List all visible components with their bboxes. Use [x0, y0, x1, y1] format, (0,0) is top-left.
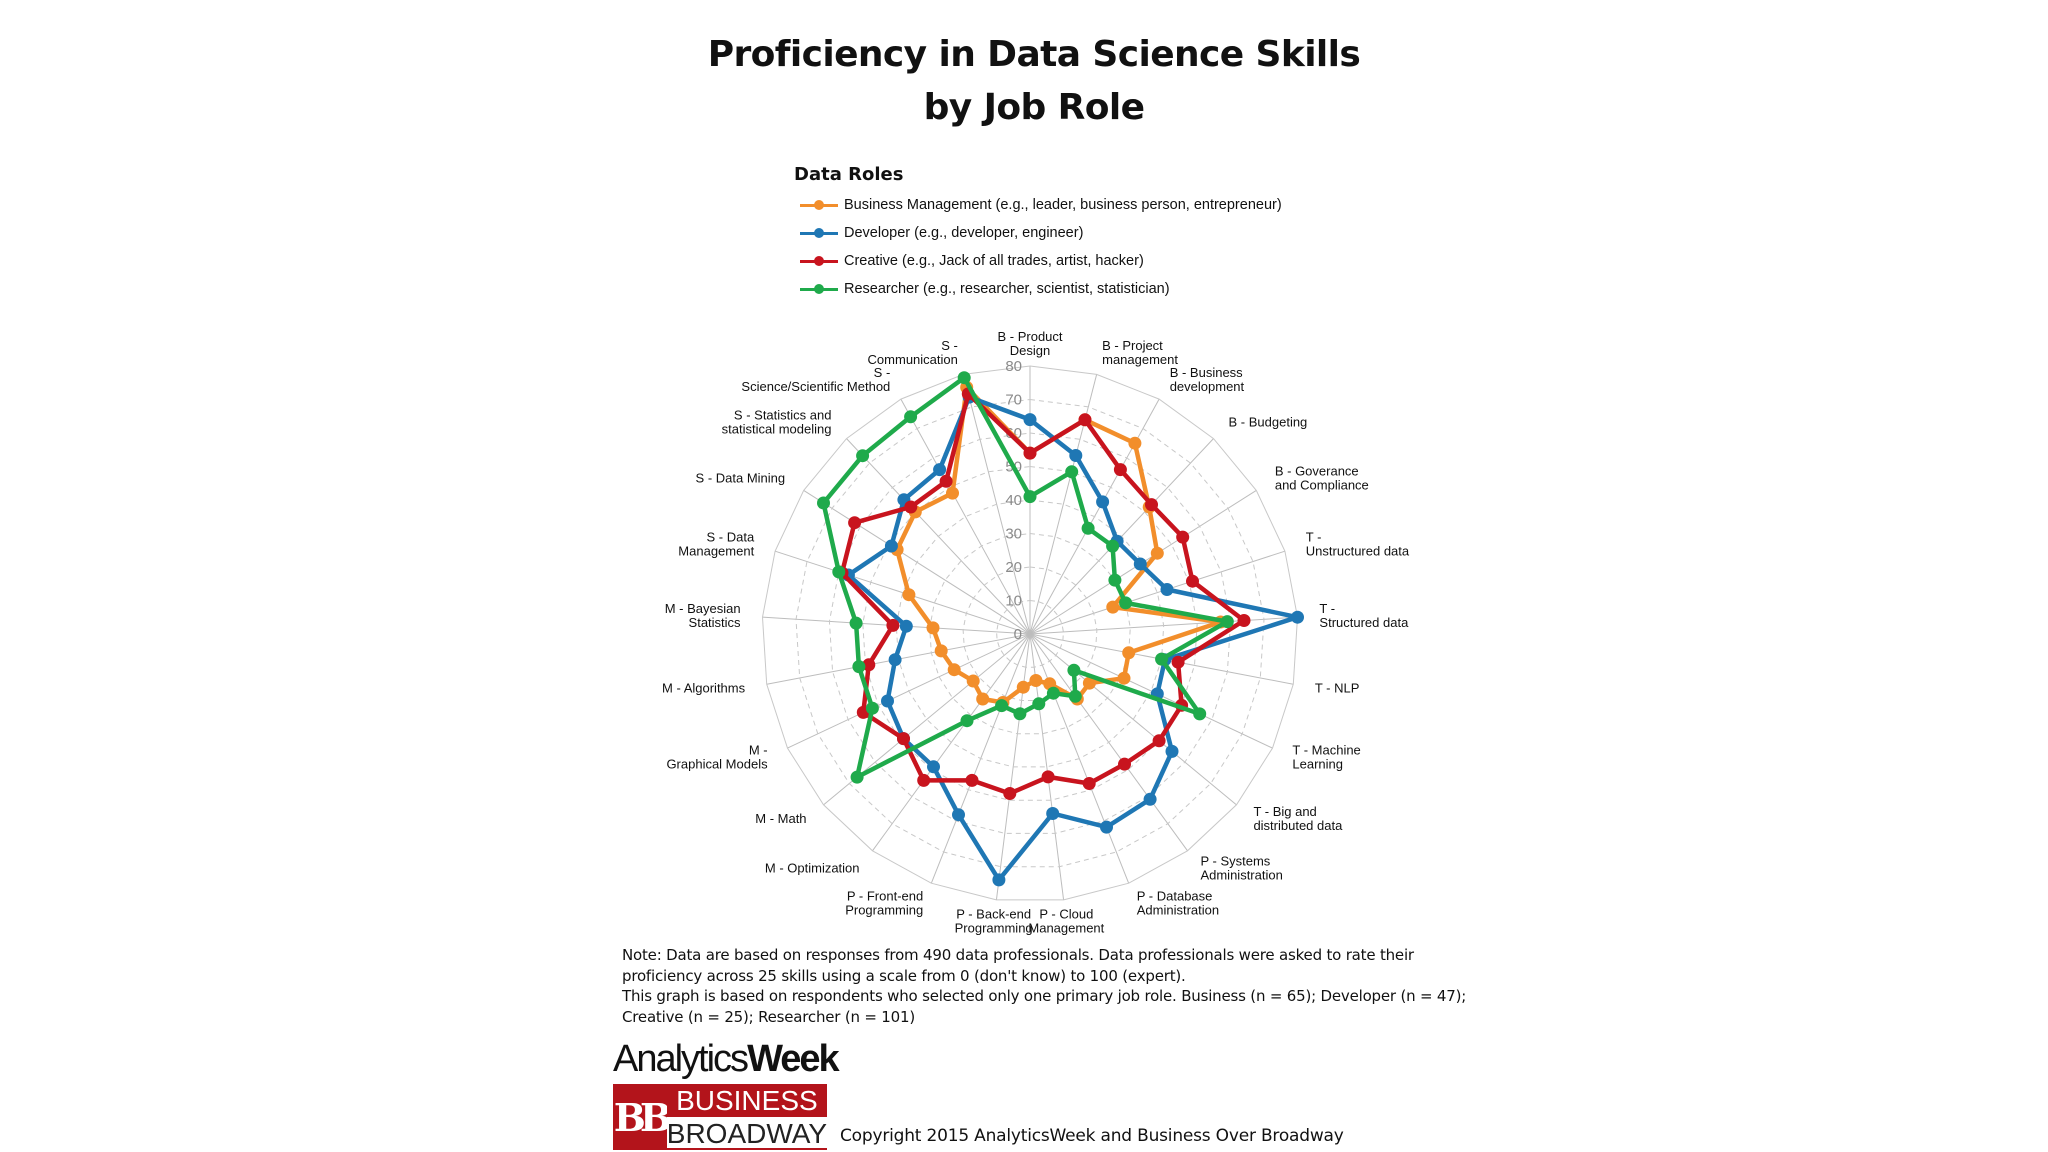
point-developer-2	[1096, 495, 1109, 508]
point-researcher-17	[866, 702, 879, 715]
tick-label-7: 70	[1005, 391, 1022, 409]
tick-label-6: 60	[1005, 425, 1022, 442]
point-business-8	[1118, 672, 1131, 685]
point-developer-6	[1291, 611, 1304, 624]
point-business-16	[967, 675, 980, 688]
point-researcher-14	[995, 699, 1008, 712]
chart-subtitle: by Job Role	[923, 87, 1145, 128]
category-label-1: B - Project management	[1102, 338, 1179, 368]
note-line-4: Creative (n = 25); Researcher (n = 101)	[622, 1007, 915, 1026]
point-creative-7	[1172, 656, 1185, 669]
point-business-7	[1122, 646, 1135, 659]
category-label-22: S - Statistics and statistical modeling	[721, 407, 832, 437]
point-developer-15	[927, 760, 940, 773]
tick-label-5: 50	[1005, 458, 1022, 476]
point-researcher-8	[1193, 707, 1206, 720]
tick-label-8: 80	[1005, 358, 1022, 375]
point-developer-11	[1100, 821, 1113, 834]
point-researcher-18	[852, 660, 865, 673]
point-researcher-23	[904, 410, 917, 423]
point-creative-1	[1079, 413, 1092, 426]
tick-label-2: 20	[1005, 559, 1022, 576]
category-label-7: T - NLP	[1314, 680, 1360, 696]
category-label-6: T -Structured data	[1319, 600, 1409, 630]
legend-label-researcher: Researcher (e.g., researcher, scientist, statistician)	[844, 281, 1170, 297]
analyticsweek-logo	[613, 1038, 838, 1081]
point-business-23	[946, 487, 959, 500]
category-label-24: S -Communication	[867, 338, 958, 368]
point-business-19	[927, 621, 940, 634]
point-creative-3	[1145, 498, 1158, 511]
category-label-18: M - Algorithms	[662, 680, 746, 696]
legend-label-business: Business Management (e.g., leader, business person, entrepreneur)	[844, 197, 1282, 213]
point-creative-14	[966, 774, 979, 787]
point-business-5	[1106, 601, 1119, 614]
point-researcher-6	[1221, 615, 1234, 628]
point-researcher-4	[1108, 574, 1121, 587]
bb-word-business: BUSINESS	[667, 1084, 827, 1117]
point-creative-4	[1176, 531, 1189, 544]
point-developer-21	[885, 540, 898, 553]
point-researcher-11	[1047, 687, 1060, 700]
point-business-2	[1128, 437, 1141, 450]
category-label-4: B - Goverance and Compliance	[1274, 463, 1369, 493]
point-developer-0	[1024, 413, 1037, 426]
point-researcher-9	[1067, 664, 1080, 677]
point-researcher-1	[1065, 465, 1078, 478]
category-label-14: P - Front-end Programming	[845, 888, 924, 918]
category-label-15: M - Optimization	[764, 860, 860, 876]
category-label-16: M - Math	[755, 810, 807, 826]
point-researcher-3	[1106, 540, 1119, 553]
point-developer-19	[900, 620, 913, 633]
point-business-15	[976, 693, 989, 706]
point-researcher-16	[851, 771, 864, 784]
business-broadway-logo	[613, 1084, 827, 1150]
note-line-3: This graph is based on respondents who selected only one primary job role. Business (n = 65); Developer (n = 47);	[622, 987, 1467, 1005]
point-researcher-12	[1032, 697, 1045, 710]
point-researcher-24	[958, 371, 971, 384]
legend-label-developer: Developer (e.g., developer, engineer)	[844, 225, 1084, 241]
point-researcher-19	[850, 617, 863, 630]
note-line-1: Note: Data are based on responses from 490 data professionals. Data professionals were asked to rate their	[622, 946, 1414, 964]
tick-label-1: 10	[1005, 592, 1022, 610]
legend-title: Data Roles	[794, 164, 904, 185]
point-creative-15	[917, 774, 930, 787]
point-business-18	[935, 644, 948, 657]
point-developer-4	[1134, 558, 1147, 571]
point-business-20	[902, 588, 915, 601]
point-creative-0	[1024, 447, 1037, 460]
point-researcher-0	[1024, 490, 1037, 503]
point-creative-22	[904, 501, 917, 514]
point-developer-17	[881, 695, 894, 708]
bb-word-broadway: BROADWAY	[666, 1118, 827, 1149]
spoke-1	[1030, 374, 1097, 634]
category-label-2: B - Business development	[1169, 364, 1245, 394]
point-developer-23	[933, 463, 946, 476]
point-developer-10	[1144, 793, 1157, 806]
point-researcher-20	[832, 565, 845, 578]
point-developer-14	[952, 808, 965, 821]
point-researcher-15	[961, 714, 974, 727]
point-business-4	[1151, 547, 1164, 560]
tick-label-3: 30	[1005, 525, 1022, 543]
note-line-2: proficiency across 25 skills using a scale from 0 (don't know) to 100 (expert).	[622, 966, 1186, 985]
category-label-0: B - Product Design	[997, 329, 1063, 358]
point-creative-19	[886, 619, 899, 632]
category-label-20: S - Data Management	[678, 529, 755, 559]
point-creative-10	[1118, 758, 1131, 771]
point-researcher-13	[1013, 707, 1026, 720]
point-creative-12	[1042, 770, 1055, 783]
point-researcher-22	[856, 449, 869, 462]
point-developer-1	[1069, 449, 1082, 462]
copyright: Copyright 2015 AnalyticsWeek and Business Over Broadway	[840, 1126, 1344, 1146]
point-creative-9	[1153, 734, 1166, 747]
point-creative-13	[1003, 787, 1016, 800]
category-label-9: T - Big and distributed data	[1253, 803, 1343, 833]
point-researcher-2	[1082, 522, 1095, 535]
point-developer-5	[1161, 583, 1174, 596]
category-label-3: B - Budgeting	[1228, 414, 1308, 430]
category-label-5: T -Unstructured data	[1305, 529, 1410, 559]
point-business-13	[1017, 681, 1030, 694]
bb-mark: BB	[613, 1084, 667, 1150]
point-creative-5	[1186, 575, 1199, 588]
point-researcher-7	[1155, 653, 1168, 666]
category-label-10: P - Systems Administration	[1200, 853, 1283, 883]
point-developer-18	[889, 653, 902, 666]
point-creative-2	[1114, 463, 1127, 476]
point-creative-21	[848, 516, 861, 529]
category-label-23: S -Science/Scientific Method	[741, 364, 891, 394]
category-label-8: T - Machine Learning	[1292, 742, 1361, 772]
point-developer-12	[1046, 807, 1059, 820]
logo-week-text: Week	[747, 1038, 838, 1080]
point-business-12	[1029, 674, 1042, 687]
category-label-12: P - Cloud Management	[1028, 906, 1105, 936]
point-researcher-5	[1119, 596, 1132, 609]
point-creative-16	[897, 732, 910, 745]
point-developer-13	[992, 873, 1005, 886]
logo-analytics-text: Analytics	[613, 1038, 748, 1080]
point-business-17	[948, 663, 961, 676]
chart-title: Proficiency in Data Science Skills	[707, 34, 1361, 75]
category-label-19: M - Bayesian Statistics	[664, 600, 741, 630]
point-researcher-10	[1069, 690, 1082, 703]
category-label-11: P - Database Administration	[1136, 888, 1220, 918]
note	[622, 945, 1482, 1027]
point-creative-11	[1083, 777, 1096, 790]
point-creative-23	[940, 475, 953, 488]
tick-label-0: 0	[1013, 626, 1022, 643]
tick-label-4: 40	[1005, 492, 1022, 509]
point-developer-9	[1166, 745, 1179, 758]
legend-label-creative: Creative (e.g., Jack of all trades, artist, hacker)	[844, 253, 1144, 269]
category-label-21: S - Data Mining	[695, 470, 786, 486]
point-creative-6	[1238, 614, 1251, 627]
category-label-13: P - Back-end Programming	[954, 906, 1033, 936]
category-label-17: M -Graphical Models	[666, 742, 768, 772]
bb-words	[667, 1084, 827, 1150]
point-researcher-21	[817, 497, 830, 510]
